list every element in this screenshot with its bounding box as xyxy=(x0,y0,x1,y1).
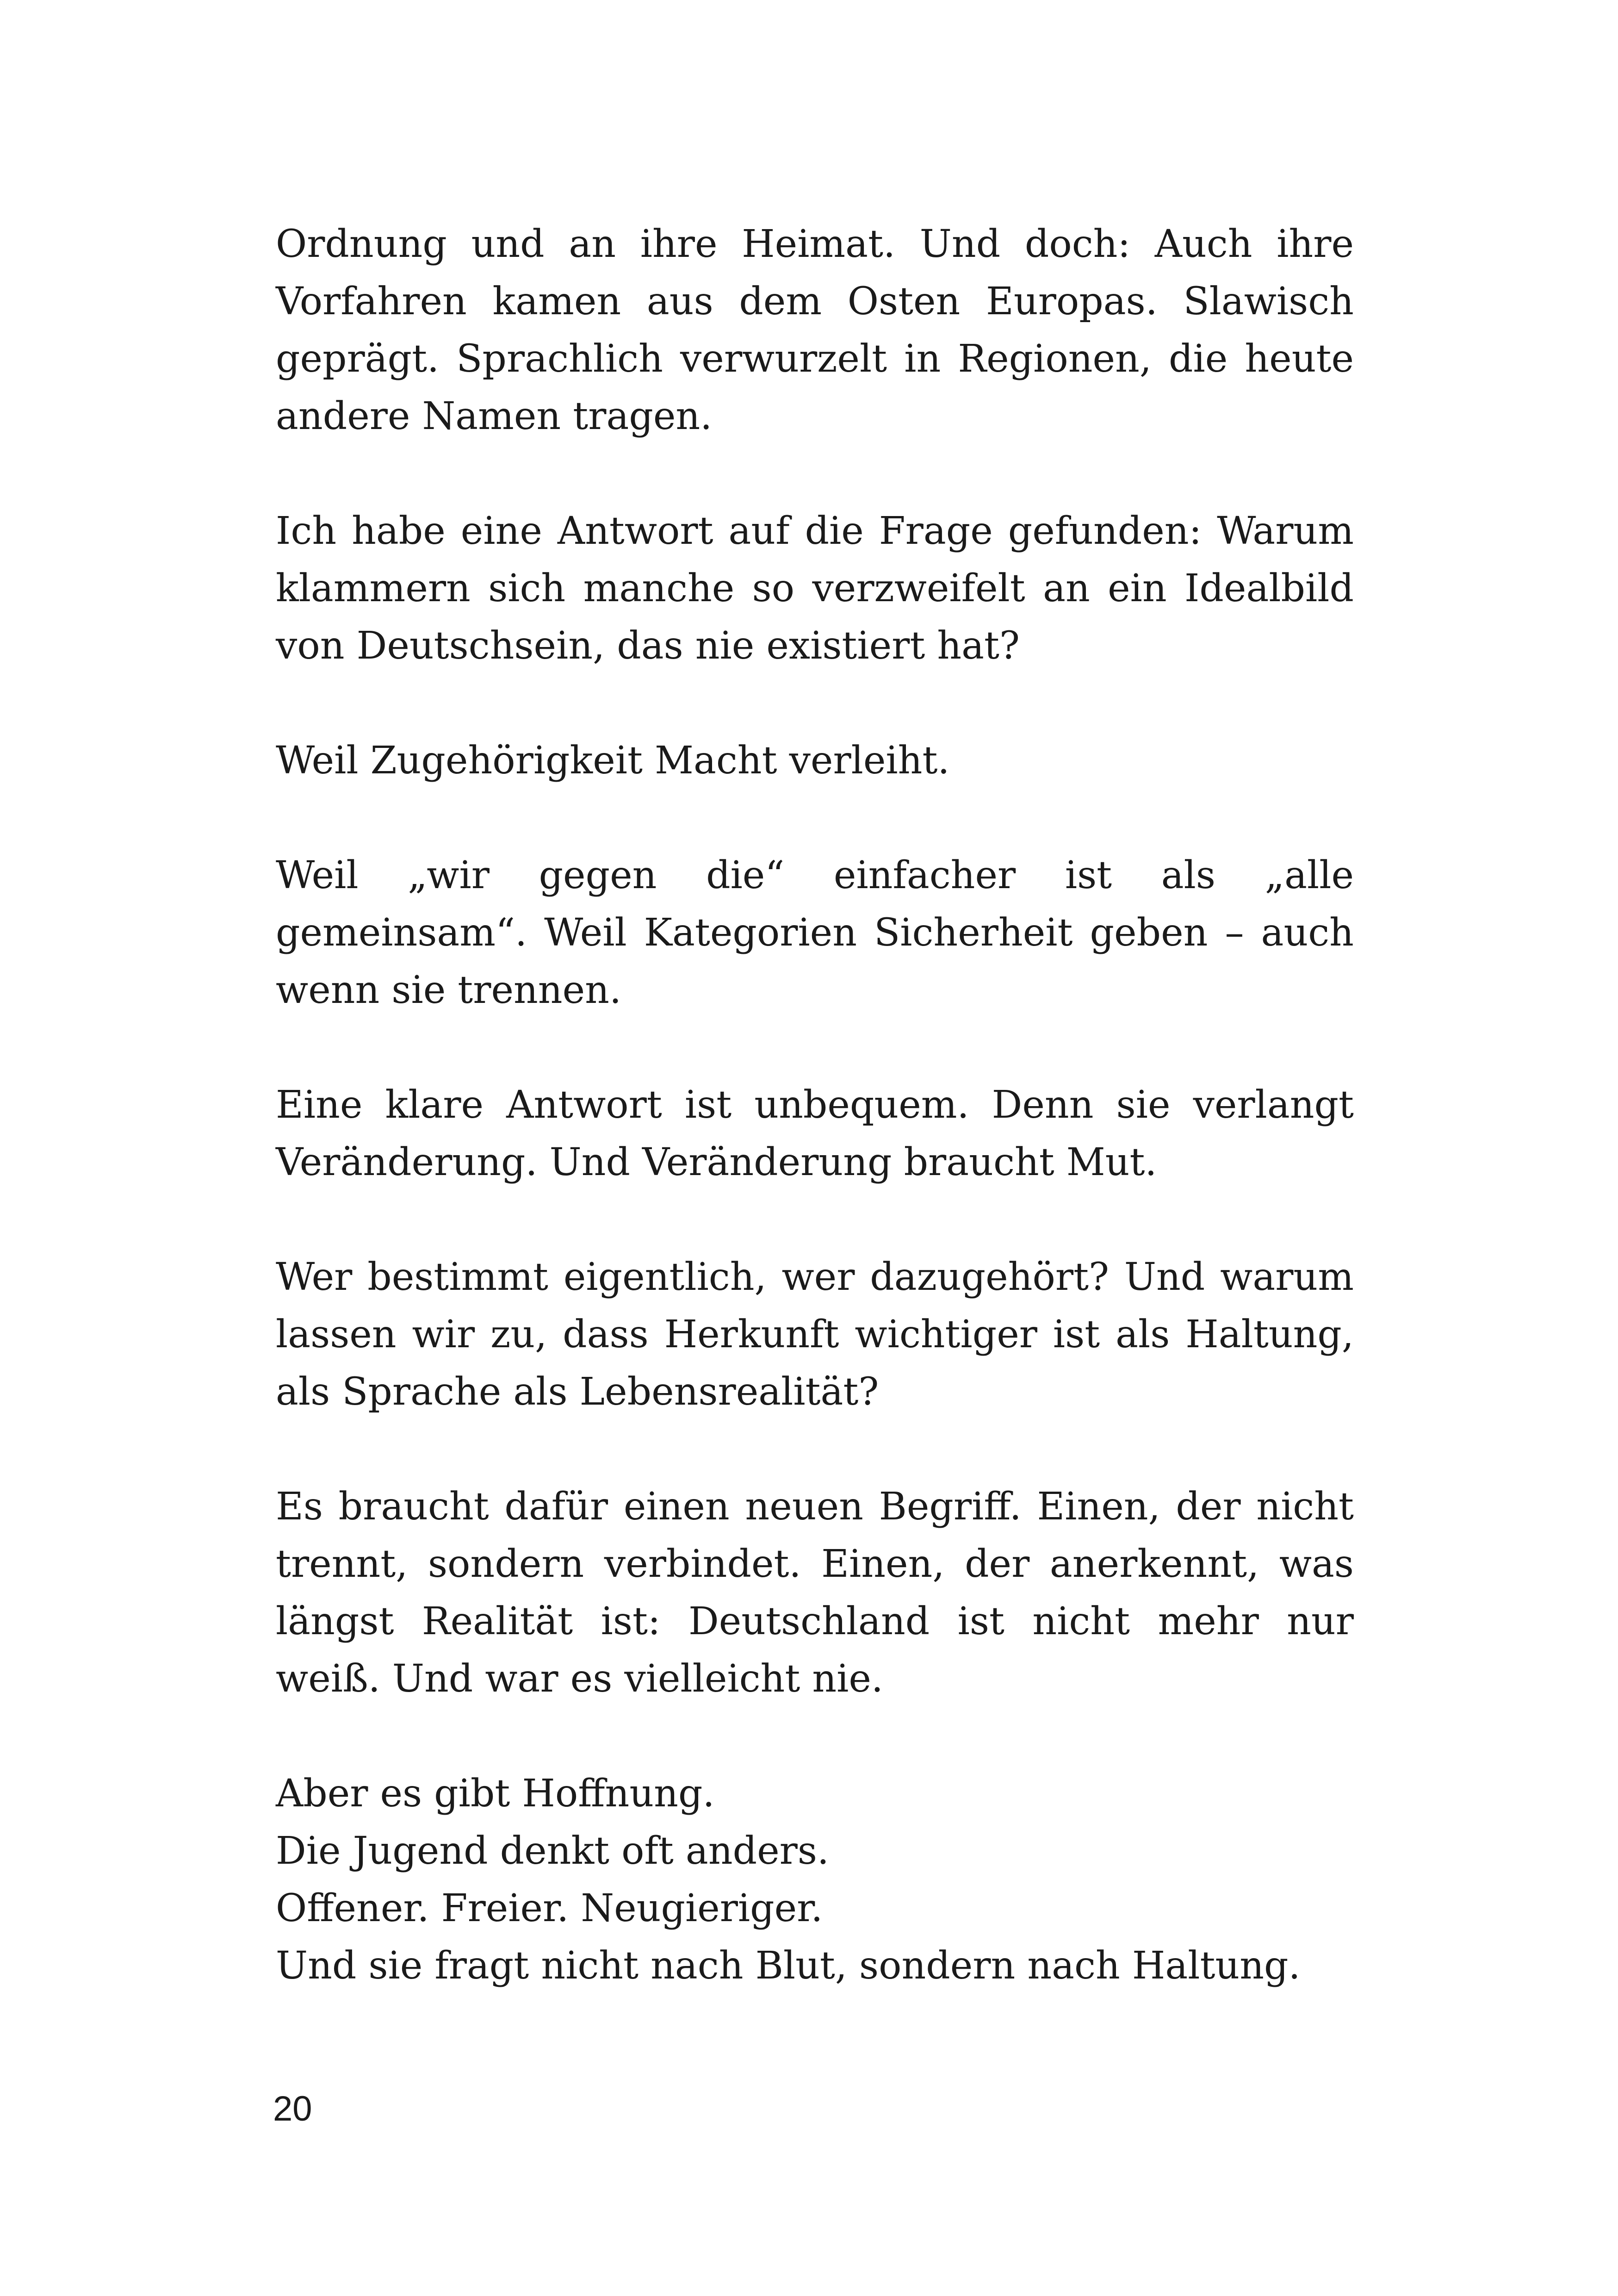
page-number: 20 xyxy=(273,2089,312,2128)
closing-line-3: Offener. Freier. Neugieriger. xyxy=(276,1886,823,1930)
body-text xyxy=(276,216,1354,2052)
closing-line-1: Aber es gibt Hoffnung. xyxy=(276,1772,715,1816)
closing-line-2: Die Jugend denkt oft anders. xyxy=(276,1829,829,1873)
paragraph-7: Es braucht dafür einen neuen Begriff. Einen, der nicht trennt, sondern verbindet. Einen, der anerkennt, was längst Realität ist: Deutschland ist nicht mehr nur weiß. Und war es vielleicht nie. xyxy=(276,1485,1354,1701)
paragraph-2: Ich habe eine Antwort auf die Frage gefunden: Warum klammern sich manche so verzweifelt an ein Idealbild von Deutschsein, das nie existiert hat? xyxy=(276,509,1354,668)
paragraph-6: Wer bestimmt eigentlich, wer dazugehört? Und warum lassen wir zu, dass Herkunft wichtiger ist als Haltung, als Sprache als Lebensrealität? xyxy=(276,1255,1354,1414)
paragraph-3: Weil Zugehörigkeit Macht verleiht. xyxy=(276,739,950,783)
paragraph-4: Weil „wir gegen die“ einfacher ist als „alle gemeinsam“. Weil Kategorien Sicherheit geben – auch wenn sie trennen. xyxy=(276,853,1354,1012)
closing-stanza xyxy=(276,1765,1354,1995)
paragraph-1: Ordnung und an ihre Heimat. Und doch: Auch ihre Vorfahren kamen aus dem Osten Europas. Slawisch geprägt. Sprachlich verwurzelt in Regionen, die heute andere Namen tragen. xyxy=(276,222,1354,438)
paragraph-5: Eine klare Antwort ist unbequem. Denn sie verlangt Veränderung. Und Veränderung braucht Mut. xyxy=(276,1083,1354,1184)
closing-line-4: Und sie fragt nicht nach Blut, sondern nach Haltung. xyxy=(276,1944,1301,1988)
